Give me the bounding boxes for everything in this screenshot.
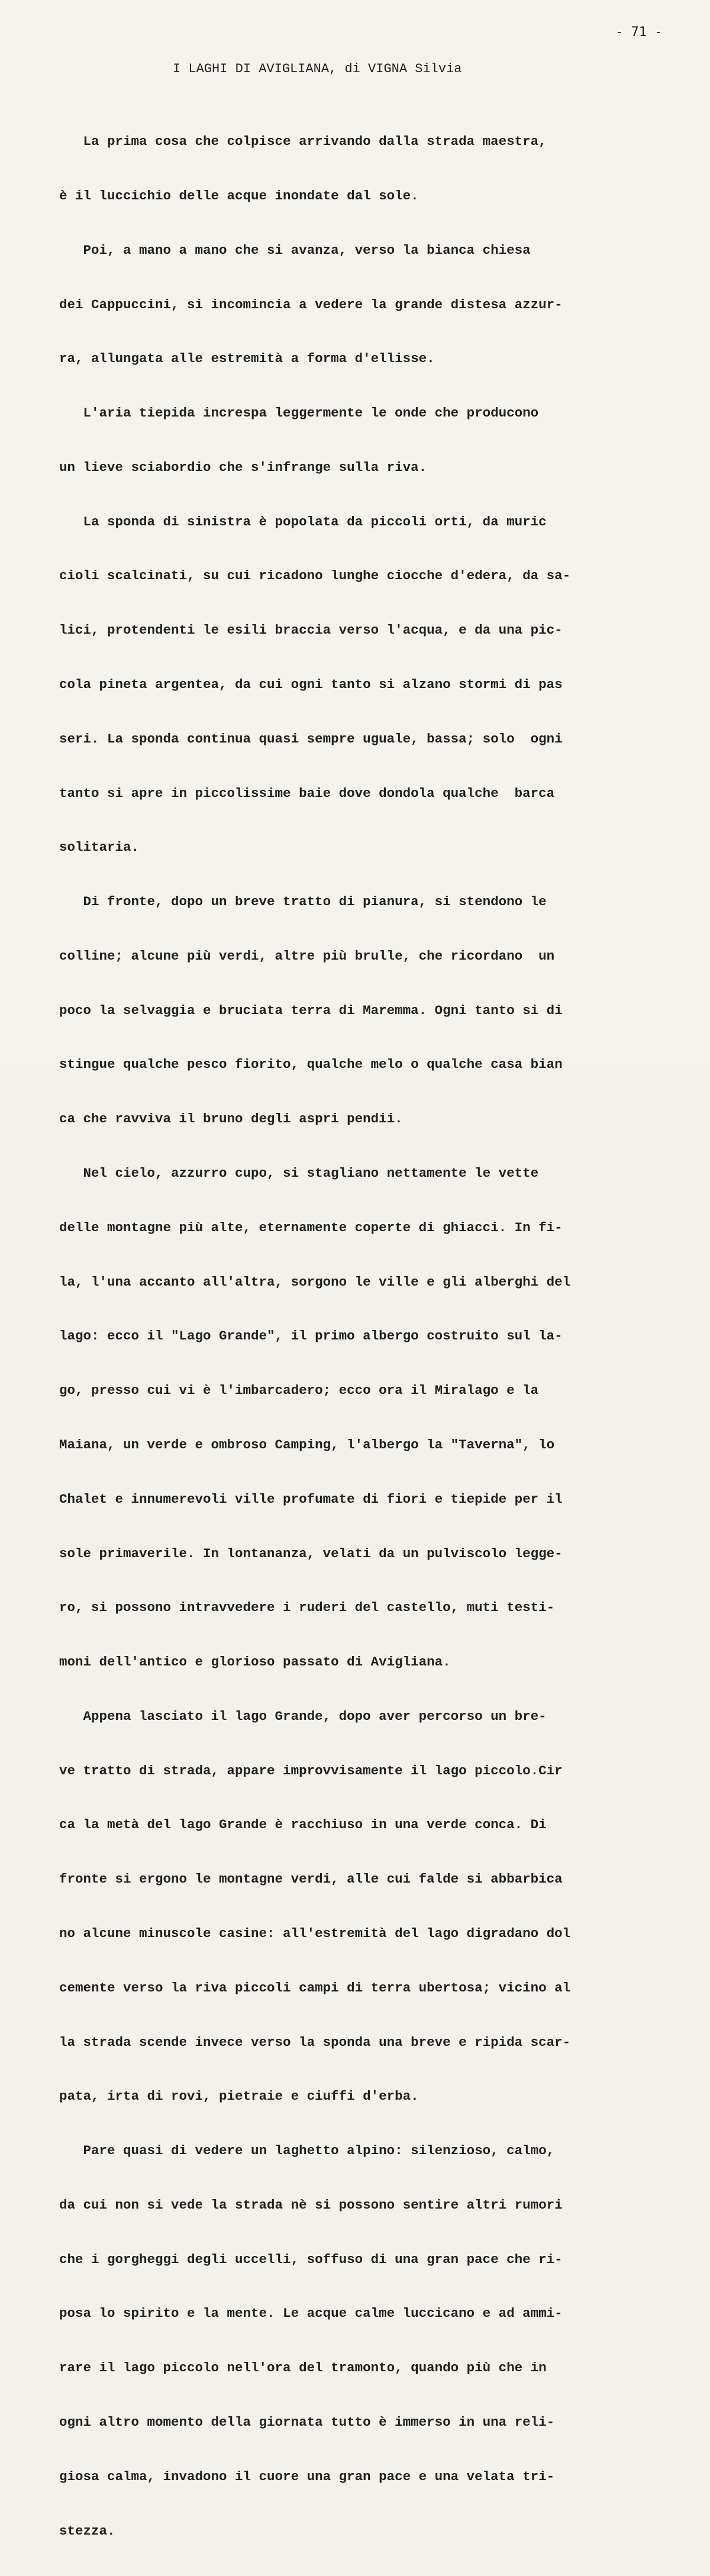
text-line: Pare quasi di vedere un laghetto alpino: silenzioso, calmo,	[59, 2143, 555, 2159]
text-line: la, l'una accanto all'altra, sorgono le ville e gli alberghi del	[59, 1274, 571, 1290]
text-line: Appena lasciato il lago Grande, dopo aver percorso un bre-	[59, 1708, 547, 1724]
text-line: ogni altro momento della giornata tutto è immerso in una reli-	[59, 2414, 555, 2430]
text-line: cioli scalcinati, su cui ricadono lunghe ciocche d'edera, da sa-	[59, 568, 571, 584]
page-number: - 71 -	[615, 25, 663, 40]
text-line: colline; alcune più verdi, altre più brulle, che ricordano un	[59, 948, 555, 964]
text-line: seri. La sponda continua quasi sempre uguale, bassa; solo ogni	[59, 731, 563, 747]
text-line: che i gorgheggi degli uccelli, soffuso di una gran pace che ri-	[59, 2251, 563, 2267]
text-line: un lieve sciabordio che s'infrange sulla riva.	[59, 459, 427, 475]
text-line: stingue qualche pesco fiorito, qualche melo o qualche casa bian	[59, 1057, 563, 1073]
text-line: stezza.	[59, 2523, 115, 2539]
text-line: ra, allungata alle estremità a forma d'ellisse.	[59, 351, 435, 367]
text-line: dei Cappuccini, si incomincia a vedere la grande distesa azzur-	[59, 296, 563, 312]
text-line: tanto si apre in piccolissime baie dove dondola qualche barca	[59, 785, 555, 801]
text-line: no alcune minuscole casine: all'estremità del lago digradano dol	[59, 1925, 571, 1941]
text-line: Poi, a mano a mano che si avanza, verso la bianca chiesa	[59, 242, 531, 258]
text-line: L'aria tiepida increspa leggermente le onde che producono	[59, 405, 539, 421]
text-line: è il luccichio delle acque inondate dal sole.	[59, 188, 419, 204]
text-line: sole primaverile. In lontananza, velati da un pulviscolo legge-	[59, 1545, 563, 1561]
text-line: moni dell'antico e glorioso passato di Avigliana.	[59, 1654, 451, 1670]
text-line: Nel cielo, azzurro cupo, si stagliano nettamente le vette	[59, 1166, 539, 1182]
text-line: Maiana, un verde e ombroso Camping, l'albergo la "Taverna", lo	[59, 1437, 555, 1452]
text-line: La prima cosa che colpisce arrivando dalla strada maestra,	[59, 134, 547, 150]
document-body	[59, 96, 570, 2576]
text-line: la strada scende invece verso la sponda una breve e ripida scar-	[59, 2034, 571, 2050]
text-line: lago: ecco il "Lago Grande", il primo albergo costruito sul la-	[59, 1328, 563, 1344]
text-line: go, presso cui vi è l'imbarcadero; ecco ora il Miralago e la	[59, 1383, 539, 1399]
text-line: fronte si ergono le montagne verdi, alle cui falde si abbarbica	[59, 1871, 563, 1887]
text-line: ve tratto di strada, appare improvvisamente il lago piccolo.Cir	[59, 1762, 563, 1778]
text-line: giosa calma, invadono il cuore una gran pace e una velata tri-	[59, 2468, 555, 2484]
text-line: poco la selvaggia e bruciata terra di Maremma. Ogni tanto si di	[59, 1002, 563, 1018]
text-line: solitaria.	[59, 840, 140, 856]
text-line: delle montagne più alte, eternamente coperte di ghiacci. In fi-	[59, 1219, 563, 1235]
text-line: lici, protendenti le esili braccia verso l'acqua, e da una pic-	[59, 622, 563, 638]
text-line: da cui non si vede la strada nè si possono sentire altri rumori	[59, 2197, 563, 2213]
text-line: La sponda di sinistra è popolata da piccoli orti, da muric	[59, 514, 547, 530]
text-line: cola pineta argentea, da cui ogni tanto si alzano stormi di pas	[59, 677, 563, 692]
text-line: rare il lago piccolo nell'ora del tramonto, quando più che in	[59, 2360, 547, 2376]
text-line: posa lo spirito e la mente. Le acque calme luccicano e ad ammi-	[59, 2306, 563, 2322]
text-line: ca la metà del lago Grande è racchiuso in una verde conca. Di	[59, 1817, 547, 1833]
text-line: pata, irta di rovi, pietraie e ciuffi d'erba.	[59, 2088, 419, 2104]
text-line: Di fronte, dopo un breve tratto di pianura, si stendono le	[59, 894, 547, 910]
document-title: I LAGHI DI AVIGLIANA, di VIGNA Silvia	[173, 62, 462, 76]
text-line: Chalet e innumerevoli ville profumate di fiori e tiepide per il	[59, 1491, 563, 1507]
text-line: cemente verso la riva piccoli campi di terra ubertosa; vicino al	[59, 1980, 571, 1996]
text-line: ca che ravviva il bruno degli aspri pendii.	[59, 1111, 403, 1127]
text-line: ro, si possono intravvedere i ruderi del castello, muti testi-	[59, 1600, 555, 1616]
